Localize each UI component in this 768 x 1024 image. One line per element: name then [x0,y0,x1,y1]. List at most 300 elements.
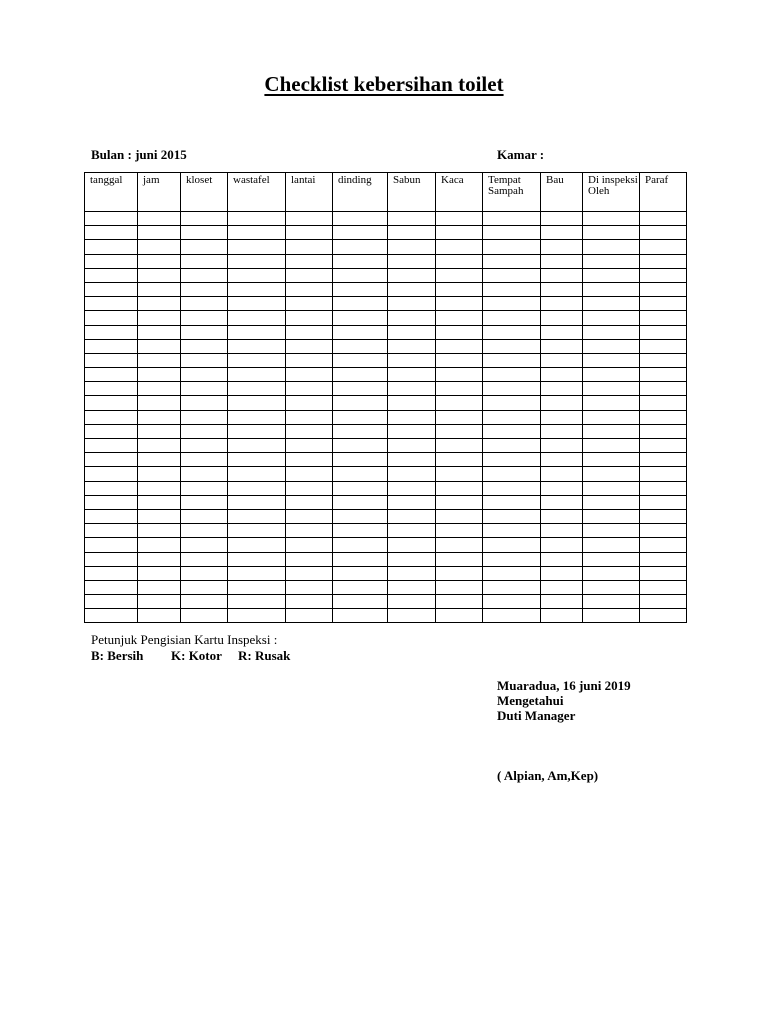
table-cell[interactable] [181,439,228,453]
table-cell[interactable] [541,311,583,325]
table-cell[interactable] [85,410,138,424]
table-cell[interactable] [483,524,541,538]
table-cell[interactable] [286,538,333,552]
table-cell[interactable] [388,495,436,509]
table-cell[interactable] [286,410,333,424]
table-cell[interactable] [181,240,228,254]
table-cell[interactable] [286,524,333,538]
table-cell[interactable] [85,311,138,325]
table-cell[interactable] [640,410,687,424]
table-cell[interactable] [181,311,228,325]
table-cell[interactable] [583,609,640,623]
table-cell[interactable] [333,580,388,594]
table-cell[interactable] [388,552,436,566]
table-cell[interactable] [583,467,640,481]
table-cell[interactable] [85,396,138,410]
table-cell[interactable] [181,609,228,623]
table-cell[interactable] [181,595,228,609]
table-cell[interactable] [228,240,286,254]
table-cell[interactable] [333,595,388,609]
table-cell[interactable] [138,297,181,311]
table-cell[interactable] [541,368,583,382]
table-cell[interactable] [436,382,483,396]
table-cell[interactable] [541,240,583,254]
table-cell[interactable] [483,339,541,353]
table-cell[interactable] [541,538,583,552]
table-cell[interactable] [483,382,541,396]
table-cell[interactable] [388,297,436,311]
table-cell[interactable] [138,268,181,282]
table-cell[interactable] [640,481,687,495]
table-cell[interactable] [286,566,333,580]
table-cell[interactable] [388,254,436,268]
table-cell[interactable] [286,240,333,254]
table-cell[interactable] [388,481,436,495]
table-cell[interactable] [286,439,333,453]
table-cell[interactable] [388,268,436,282]
table-cell[interactable] [333,439,388,453]
table-cell[interactable] [541,282,583,296]
table-cell[interactable] [483,410,541,424]
table-cell[interactable] [436,353,483,367]
table-cell[interactable] [181,566,228,580]
table-cell[interactable] [138,481,181,495]
table-cell[interactable] [640,424,687,438]
table-cell[interactable] [640,325,687,339]
table-cell[interactable] [85,339,138,353]
table-cell[interactable] [388,538,436,552]
table-cell[interactable] [85,226,138,240]
table-cell[interactable] [286,297,333,311]
table-cell[interactable] [138,353,181,367]
table-cell[interactable] [541,268,583,282]
table-cell[interactable] [436,282,483,296]
table-cell[interactable] [583,439,640,453]
table-cell[interactable] [138,509,181,523]
table-cell[interactable] [483,282,541,296]
table-cell[interactable] [85,524,138,538]
table-cell[interactable] [138,240,181,254]
table-cell[interactable] [286,339,333,353]
table-cell[interactable] [640,595,687,609]
table-cell[interactable] [138,282,181,296]
table-cell[interactable] [333,325,388,339]
table-cell[interactable] [286,453,333,467]
table-cell[interactable] [483,481,541,495]
table-cell[interactable] [483,368,541,382]
table-cell[interactable] [228,325,286,339]
table-cell[interactable] [333,212,388,226]
table-cell[interactable] [436,495,483,509]
table-cell[interactable] [181,339,228,353]
table-cell[interactable] [436,566,483,580]
table-cell[interactable] [138,226,181,240]
table-cell[interactable] [333,382,388,396]
table-cell[interactable] [228,481,286,495]
table-cell[interactable] [640,254,687,268]
table-cell[interactable] [138,424,181,438]
table-cell[interactable] [388,396,436,410]
table-cell[interactable] [388,368,436,382]
table-cell[interactable] [541,609,583,623]
table-cell[interactable] [483,609,541,623]
table-cell[interactable] [436,268,483,282]
table-cell[interactable] [138,212,181,226]
table-cell[interactable] [436,339,483,353]
table-cell[interactable] [483,254,541,268]
table-cell[interactable] [181,396,228,410]
table-cell[interactable] [85,254,138,268]
table-cell[interactable] [388,226,436,240]
table-cell[interactable] [333,268,388,282]
table-cell[interactable] [436,325,483,339]
table-cell[interactable] [228,580,286,594]
table-cell[interactable] [483,268,541,282]
table-cell[interactable] [541,410,583,424]
table-cell[interactable] [640,566,687,580]
table-cell[interactable] [333,453,388,467]
table-cell[interactable] [388,524,436,538]
table-cell[interactable] [286,268,333,282]
table-cell[interactable] [541,424,583,438]
table-cell[interactable] [388,580,436,594]
table-cell[interactable] [85,467,138,481]
table-cell[interactable] [181,226,228,240]
table-cell[interactable] [181,368,228,382]
table-cell[interactable] [483,226,541,240]
table-cell[interactable] [388,467,436,481]
table-cell[interactable] [138,439,181,453]
table-cell[interactable] [640,524,687,538]
table-cell[interactable] [333,396,388,410]
table-cell[interactable] [483,538,541,552]
table-cell[interactable] [541,226,583,240]
table-cell[interactable] [85,609,138,623]
table-cell[interactable] [181,524,228,538]
table-cell[interactable] [138,382,181,396]
table-cell[interactable] [640,396,687,410]
table-cell[interactable] [228,439,286,453]
table-cell[interactable] [138,495,181,509]
table-cell[interactable] [228,339,286,353]
table-cell[interactable] [541,212,583,226]
table-cell[interactable] [138,595,181,609]
table-cell[interactable] [640,453,687,467]
table-cell[interactable] [640,609,687,623]
table-cell[interactable] [286,580,333,594]
table-cell[interactable] [388,339,436,353]
table-cell[interactable] [483,595,541,609]
table-cell[interactable] [388,353,436,367]
table-cell[interactable] [85,368,138,382]
table-cell[interactable] [181,353,228,367]
table-cell[interactable] [286,311,333,325]
table-cell[interactable] [138,552,181,566]
table-cell[interactable] [181,453,228,467]
table-cell[interactable] [286,226,333,240]
table-cell[interactable] [286,353,333,367]
table-cell[interactable] [483,453,541,467]
table-cell[interactable] [85,439,138,453]
table-cell[interactable] [640,353,687,367]
table-cell[interactable] [640,311,687,325]
table-cell[interactable] [85,240,138,254]
table-cell[interactable] [286,467,333,481]
table-cell[interactable] [388,595,436,609]
table-cell[interactable] [85,595,138,609]
table-cell[interactable] [333,467,388,481]
table-cell[interactable] [228,524,286,538]
table-cell[interactable] [286,282,333,296]
table-cell[interactable] [483,552,541,566]
table-cell[interactable] [541,297,583,311]
table-cell[interactable] [436,453,483,467]
table-cell[interactable] [85,282,138,296]
table-cell[interactable] [286,424,333,438]
table-cell[interactable] [181,410,228,424]
table-cell[interactable] [483,297,541,311]
table-cell[interactable] [333,410,388,424]
table-cell[interactable] [181,509,228,523]
table-cell[interactable] [640,268,687,282]
table-cell[interactable] [388,453,436,467]
table-cell[interactable] [436,595,483,609]
table-cell[interactable] [333,538,388,552]
table-cell[interactable] [388,212,436,226]
table-cell[interactable] [228,453,286,467]
table-cell[interactable] [583,339,640,353]
table-cell[interactable] [436,396,483,410]
table-cell[interactable] [583,495,640,509]
table-cell[interactable] [541,453,583,467]
table-cell[interactable] [138,453,181,467]
table-cell[interactable] [228,396,286,410]
table-cell[interactable] [85,453,138,467]
table-cell[interactable] [583,410,640,424]
table-cell[interactable] [286,595,333,609]
table-cell[interactable] [436,212,483,226]
table-cell[interactable] [388,439,436,453]
table-cell[interactable] [333,552,388,566]
table-cell[interactable] [388,424,436,438]
table-cell[interactable] [436,467,483,481]
table-cell[interactable] [436,609,483,623]
table-cell[interactable] [436,524,483,538]
table-cell[interactable] [333,282,388,296]
table-cell[interactable] [541,467,583,481]
table-cell[interactable] [138,325,181,339]
table-cell[interactable] [333,297,388,311]
table-cell[interactable] [583,368,640,382]
table-cell[interactable] [181,552,228,566]
table-cell[interactable] [85,495,138,509]
table-cell[interactable] [640,509,687,523]
table-cell[interactable] [640,467,687,481]
table-cell[interactable] [228,212,286,226]
table-cell[interactable] [286,509,333,523]
table-cell[interactable] [85,268,138,282]
table-cell[interactable] [583,212,640,226]
table-cell[interactable] [333,495,388,509]
table-cell[interactable] [333,311,388,325]
table-cell[interactable] [541,325,583,339]
table-cell[interactable] [436,509,483,523]
table-cell[interactable] [436,254,483,268]
table-cell[interactable] [228,410,286,424]
table-cell[interactable] [181,481,228,495]
table-cell[interactable] [228,311,286,325]
table-cell[interactable] [640,552,687,566]
table-cell[interactable] [541,595,583,609]
table-cell[interactable] [228,297,286,311]
table-cell[interactable] [333,339,388,353]
table-cell[interactable] [181,467,228,481]
table-cell[interactable] [85,424,138,438]
table-cell[interactable] [583,311,640,325]
table-cell[interactable] [228,595,286,609]
table-cell[interactable] [483,580,541,594]
table-cell[interactable] [388,325,436,339]
table-cell[interactable] [228,382,286,396]
table-cell[interactable] [138,566,181,580]
table-cell[interactable] [181,580,228,594]
table-cell[interactable] [541,580,583,594]
table-cell[interactable] [436,538,483,552]
table-cell[interactable] [286,495,333,509]
table-cell[interactable] [138,609,181,623]
table-cell[interactable] [541,495,583,509]
table-cell[interactable] [583,424,640,438]
table-cell[interactable] [85,509,138,523]
table-cell[interactable] [583,481,640,495]
table-cell[interactable] [138,524,181,538]
table-cell[interactable] [583,524,640,538]
table-cell[interactable] [436,297,483,311]
table-cell[interactable] [640,212,687,226]
table-cell[interactable] [583,382,640,396]
table-cell[interactable] [138,410,181,424]
table-cell[interactable] [583,453,640,467]
table-cell[interactable] [583,325,640,339]
table-cell[interactable] [640,297,687,311]
table-cell[interactable] [640,538,687,552]
table-cell[interactable] [333,566,388,580]
table-cell[interactable] [388,566,436,580]
table-cell[interactable] [138,254,181,268]
table-cell[interactable] [483,212,541,226]
table-cell[interactable] [583,254,640,268]
table-cell[interactable] [483,566,541,580]
table-cell[interactable] [286,212,333,226]
table-cell[interactable] [333,226,388,240]
table-cell[interactable] [483,353,541,367]
table-cell[interactable] [640,339,687,353]
table-cell[interactable] [85,382,138,396]
table-cell[interactable] [181,495,228,509]
table-cell[interactable] [583,353,640,367]
table-cell[interactable] [541,382,583,396]
table-cell[interactable] [583,240,640,254]
table-cell[interactable] [228,353,286,367]
table-cell[interactable] [436,552,483,566]
table-cell[interactable] [228,282,286,296]
table-cell[interactable] [85,297,138,311]
table-cell[interactable] [388,382,436,396]
table-cell[interactable] [436,410,483,424]
table-cell[interactable] [640,368,687,382]
table-cell[interactable] [138,467,181,481]
table-cell[interactable] [286,609,333,623]
table-cell[interactable] [583,297,640,311]
table-cell[interactable] [583,538,640,552]
table-cell[interactable] [541,396,583,410]
table-cell[interactable] [541,481,583,495]
table-cell[interactable] [483,240,541,254]
table-cell[interactable] [85,353,138,367]
table-cell[interactable] [228,552,286,566]
table-cell[interactable] [640,240,687,254]
table-cell[interactable] [388,509,436,523]
table-cell[interactable] [181,297,228,311]
table-cell[interactable] [286,481,333,495]
table-cell[interactable] [436,439,483,453]
table-cell[interactable] [388,410,436,424]
table-cell[interactable] [228,509,286,523]
table-cell[interactable] [85,481,138,495]
table-cell[interactable] [388,282,436,296]
table-cell[interactable] [228,495,286,509]
table-cell[interactable] [583,396,640,410]
table-cell[interactable] [228,268,286,282]
table-cell[interactable] [583,566,640,580]
table-cell[interactable] [138,311,181,325]
table-cell[interactable] [483,495,541,509]
table-cell[interactable] [388,240,436,254]
table-cell[interactable] [436,240,483,254]
table-cell[interactable] [138,368,181,382]
table-cell[interactable] [541,509,583,523]
table-cell[interactable] [228,424,286,438]
table-cell[interactable] [85,538,138,552]
table-cell[interactable] [483,325,541,339]
table-cell[interactable] [583,509,640,523]
table-cell[interactable] [541,524,583,538]
table-cell[interactable] [583,268,640,282]
table-cell[interactable] [583,552,640,566]
table-cell[interactable] [436,311,483,325]
table-cell[interactable] [228,609,286,623]
table-cell[interactable] [181,282,228,296]
table-cell[interactable] [388,609,436,623]
table-cell[interactable] [436,481,483,495]
table-cell[interactable] [541,339,583,353]
table-cell[interactable] [483,509,541,523]
table-cell[interactable] [333,240,388,254]
table-cell[interactable] [181,325,228,339]
table-cell[interactable] [436,368,483,382]
table-cell[interactable] [541,566,583,580]
table-cell[interactable] [228,254,286,268]
table-cell[interactable] [436,226,483,240]
table-cell[interactable] [228,566,286,580]
table-cell[interactable] [181,424,228,438]
table-cell[interactable] [483,311,541,325]
table-cell[interactable] [436,580,483,594]
table-cell[interactable] [286,325,333,339]
table-cell[interactable] [181,268,228,282]
table-cell[interactable] [138,538,181,552]
table-cell[interactable] [541,353,583,367]
